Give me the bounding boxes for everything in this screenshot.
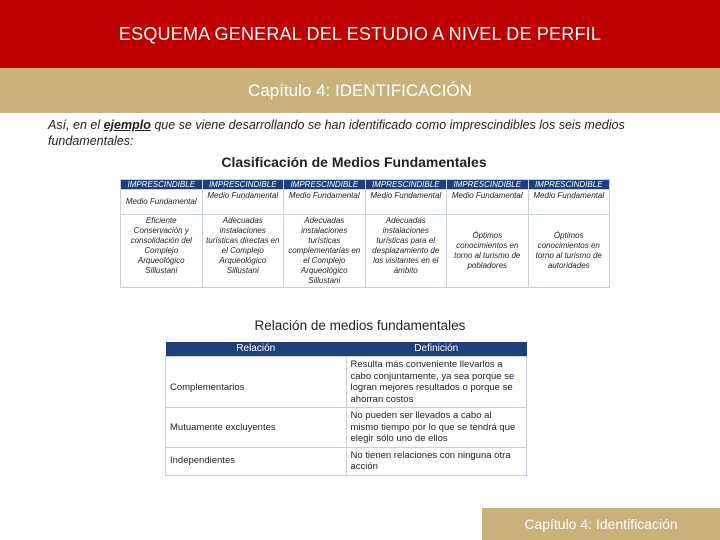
table-row	[166, 447, 527, 475]
definition-header: Definición	[346, 342, 527, 357]
description-cell: Óptimos conocimientos en torno al turismo de autoridades	[528, 215, 610, 288]
page-title: ESQUEMA GENERAL DEL ESTUDIO A NIVEL DE PERFIL	[0, 0, 720, 68]
label-cell: Medio Fundamental	[202, 190, 284, 215]
table-row	[166, 357, 527, 408]
type-cell: IMPRESCINDIBLE	[121, 180, 203, 190]
classification-type-row	[121, 180, 610, 190]
table-row	[166, 408, 527, 448]
description-cell: Adecuadas instalaciones turísticas directas en el Complejo Arqueológico Sillustani	[202, 215, 284, 288]
relations-title: Relación de medios fundamentales	[254, 318, 466, 333]
definition-cell: No pueden ser llevados a cabo al mismo tiempo por lo que se tendrá que elegir sólo uno de ellos	[346, 408, 527, 448]
classification-title: Clasificación de Medios Fundamentales	[221, 154, 487, 170]
description-cell: Adecuadas instalaciones turísticas para el desplazamiento de los visitantes en el ámbito	[365, 215, 447, 288]
intro-paragraph	[48, 117, 688, 149]
relations-header-row	[166, 342, 527, 357]
label-cell: Medio Fundamental	[365, 190, 447, 215]
footer-chapter-label: Capítulo 4: Identificación	[482, 508, 720, 540]
type-cell: IMPRESCINDIBLE	[284, 180, 366, 190]
description-cell: Adecuadas instalaciones turísticas complementarias en el Complejo Arqueológico Sillustani	[284, 215, 366, 288]
intro-emphasis: ejemplo	[103, 118, 151, 132]
description-cell: Óptimos conocimientos en torno al turismo de pobladores	[447, 215, 529, 288]
classification-label-row	[121, 190, 610, 215]
description-cell: Eficiente Conservación y consolidación del Complejo Arqueológico Sillustani	[121, 215, 203, 288]
label-cell: Medio Fundamental	[121, 190, 203, 215]
label-cell: Medio Fundamental	[284, 190, 366, 215]
relation-header: Relación	[166, 342, 347, 357]
definition-cell: No tienen relaciones con ninguna otra acción	[346, 447, 527, 475]
type-cell: IMPRESCINDIBLE	[447, 180, 529, 190]
intro-text-before: Así, en el	[48, 118, 104, 132]
type-cell: IMPRESCINDIBLE	[202, 180, 284, 190]
label-cell: Medio Fundamental	[447, 190, 529, 215]
relation-cell: Mutuamente excluyentes	[166, 408, 347, 448]
relation-cell: Complementarios	[166, 357, 347, 408]
relations-table	[165, 342, 527, 476]
classification-description-row	[121, 215, 610, 288]
type-cell: IMPRESCINDIBLE	[528, 180, 610, 190]
type-cell: IMPRESCINDIBLE	[365, 180, 447, 190]
definition-cell: Resulta más conveniente llevarlos a cabo conjuntamente, ya sea porque se logran mejores resultados o porque se ahorran costos	[346, 357, 527, 408]
chapter-subtitle: Capítulo 4: IDENTIFICACIÓN	[0, 68, 720, 113]
relation-cell: Independientes	[166, 447, 347, 475]
classification-table	[120, 179, 610, 288]
classification-title-wrap	[0, 154, 720, 170]
label-cell: Medio Fundamental	[528, 190, 610, 215]
intro-text-after: que se viene desarrollando se han identificado como imprescindibles los seis medios fundamentales:	[48, 118, 625, 148]
